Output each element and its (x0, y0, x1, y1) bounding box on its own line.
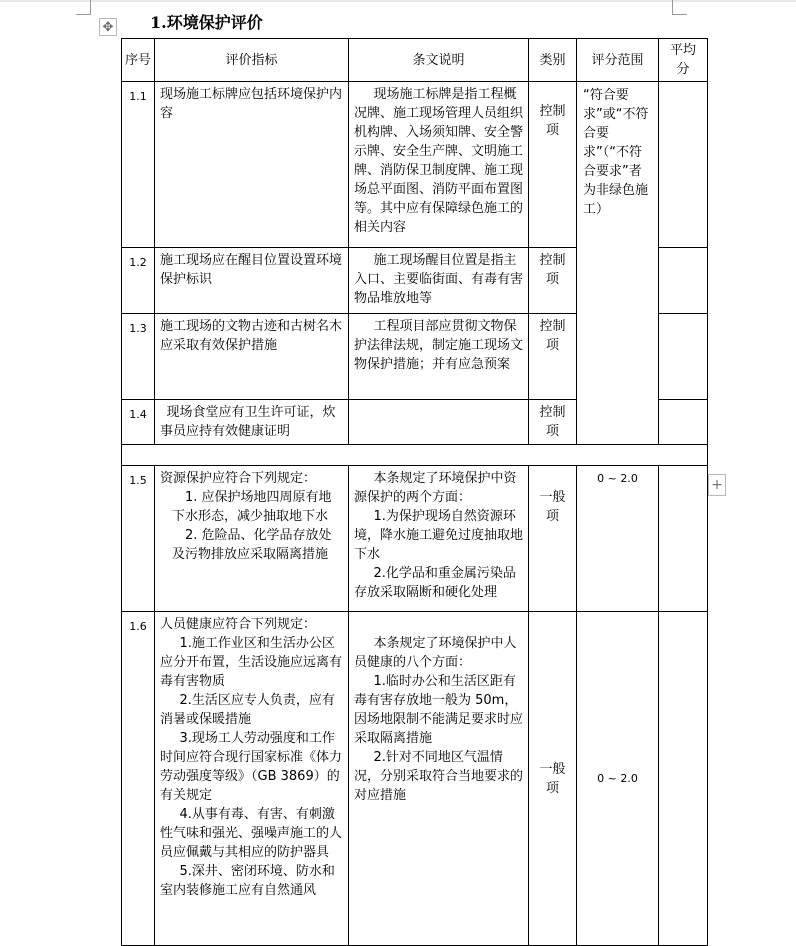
category-cell: 一般项 (529, 466, 577, 612)
table-row (122, 612, 708, 946)
header-no: 序号 (122, 39, 155, 82)
section-title: 1.环境保护评价 (150, 13, 263, 32)
explanation-cell: 施工现场醒目位置是指主入口、主要临街面、有毒有害物品堆放地等 (349, 248, 529, 314)
category-cell: 控制项 (529, 248, 577, 314)
header-avg: 平均分 (659, 39, 708, 82)
row-number: 1.1 (122, 82, 155, 248)
explanation-intro: 本条规定了环境保护中资源保护的两个方面： (354, 471, 517, 505)
row-number: 1.2 (122, 248, 155, 314)
table-move-handle-icon[interactable]: ✥ (99, 18, 117, 36)
avg-cell (659, 82, 708, 248)
explanation-cell: 现场施工标牌是指工程概况牌、施工现场管理人员组织机构牌、入场须知牌、安全警示牌、安全生产牌、文明施工牌、消防保卫制度牌、施工现场总平面图、消防平面布置图等。其中应有保障绿色施工的相关内容 (349, 82, 529, 248)
indicator-cell (155, 466, 349, 612)
avg-cell (659, 248, 708, 314)
row-number: 1.4 (122, 400, 155, 445)
header-category: 类别 (529, 39, 577, 82)
indicator-intro: 资源保护应符合下列规定： (160, 471, 317, 486)
row-number: 1.5 (122, 466, 155, 612)
explanation-cell (349, 612, 529, 946)
indicator-item: 3.现场工人劳动强度和工作时间应符合现行国家标准《体力劳动强度等级》（GB 3869）的有关规定 (160, 731, 343, 803)
indicator-item: 2.生活区应专人负责，应有消暑或保暖措施 (160, 693, 335, 727)
add-row-icon[interactable]: + (708, 474, 726, 496)
header-explanation: 条文说明 (349, 39, 529, 82)
indicator-cell (155, 612, 349, 946)
category-cell: 控制项 (529, 82, 577, 248)
indicator-cell: 现场施工标牌应包括环境保护内容 (155, 82, 349, 248)
explanation-cell (349, 400, 529, 445)
indicator-item: 1.施工作业区和生活办公区应分开布置，生活设施应远离有毒有害物质 (160, 636, 343, 689)
indicator-item: 4.从事有毒、有害、有刺激性气味和强光、强噪声施工的人员应佩戴与其相应的防护器具 (160, 807, 343, 860)
header-range: 评分范围 (577, 39, 659, 82)
explanation-cell: 工程项目部应贯彻文物保护法律法规，制定施工现场文物保护措施；并有应急预案 (349, 314, 529, 400)
avg-cell (659, 314, 708, 400)
indicator-intro: 人员健康应符合下列规定： (160, 617, 317, 632)
indicator-item: 2. 危险品、化学品存放处及污物排放应采取隔离措施 (172, 528, 332, 562)
category-cell: 一般项 (529, 612, 577, 946)
indicator-cell: 施工现场应在醒目位置设置环境保护标识 (155, 248, 349, 314)
evaluation-table (121, 38, 708, 946)
spacer-row (122, 445, 708, 466)
avg-cell (659, 612, 708, 946)
avg-cell (659, 400, 708, 445)
explanation-intro: 本条规定了环境保护中人员健康的八个方面： (354, 636, 517, 670)
explanation-item: 1.为保护现场自然资源环境，降水施工避免过度抽取地下水 (354, 509, 524, 562)
avg-cell (659, 466, 708, 612)
spacer-cell (122, 445, 708, 466)
row-number: 1.3 (122, 314, 155, 400)
range-cell: 0 ~ 2.0 (577, 612, 659, 946)
table-header-row (122, 39, 708, 82)
margin-corner-mark (672, 0, 687, 15)
indicator-cell: 现场食堂应有卫生许可证，炊事员应持有效健康证明 (155, 400, 349, 445)
indicator-cell: 施工现场的文物古迹和古树名木应采取有效保护措施 (155, 314, 349, 400)
table-row (122, 82, 708, 248)
table-row (122, 466, 708, 612)
indicator-item: 1. 应保护场地四周原有地下水形态，减少抽取地下水 (172, 490, 332, 524)
category-cell: 控制项 (529, 400, 577, 445)
explanation-item: 1.临时办公和生活区距有毒有害存放地一般为 50m，因场地限制不能满足要求时应采取隔离措施 (354, 674, 524, 746)
explanation-item: 2.化学品和重金属污染品存放采取隔断和硬化处理 (354, 566, 516, 600)
range-cell: 0 ~ 2.0 (577, 466, 659, 612)
indicator-item: 5.深井、密闭环境、防水和室内装修施工应有自然通风 (160, 864, 335, 898)
explanation-item: 2.针对不同地区气温情况，分别采取符合当地要求的对应措施 (354, 750, 524, 803)
explanation-cell (349, 466, 529, 612)
category-cell: 控制项 (529, 314, 577, 400)
row-number: 1.6 (122, 612, 155, 946)
header-indicator: 评价指标 (155, 39, 349, 82)
range-cell: “符合要求”或“不符合要求”（“不符合要求”者为非绿色施工） (577, 82, 659, 445)
margin-corner-mark (76, 0, 91, 15)
